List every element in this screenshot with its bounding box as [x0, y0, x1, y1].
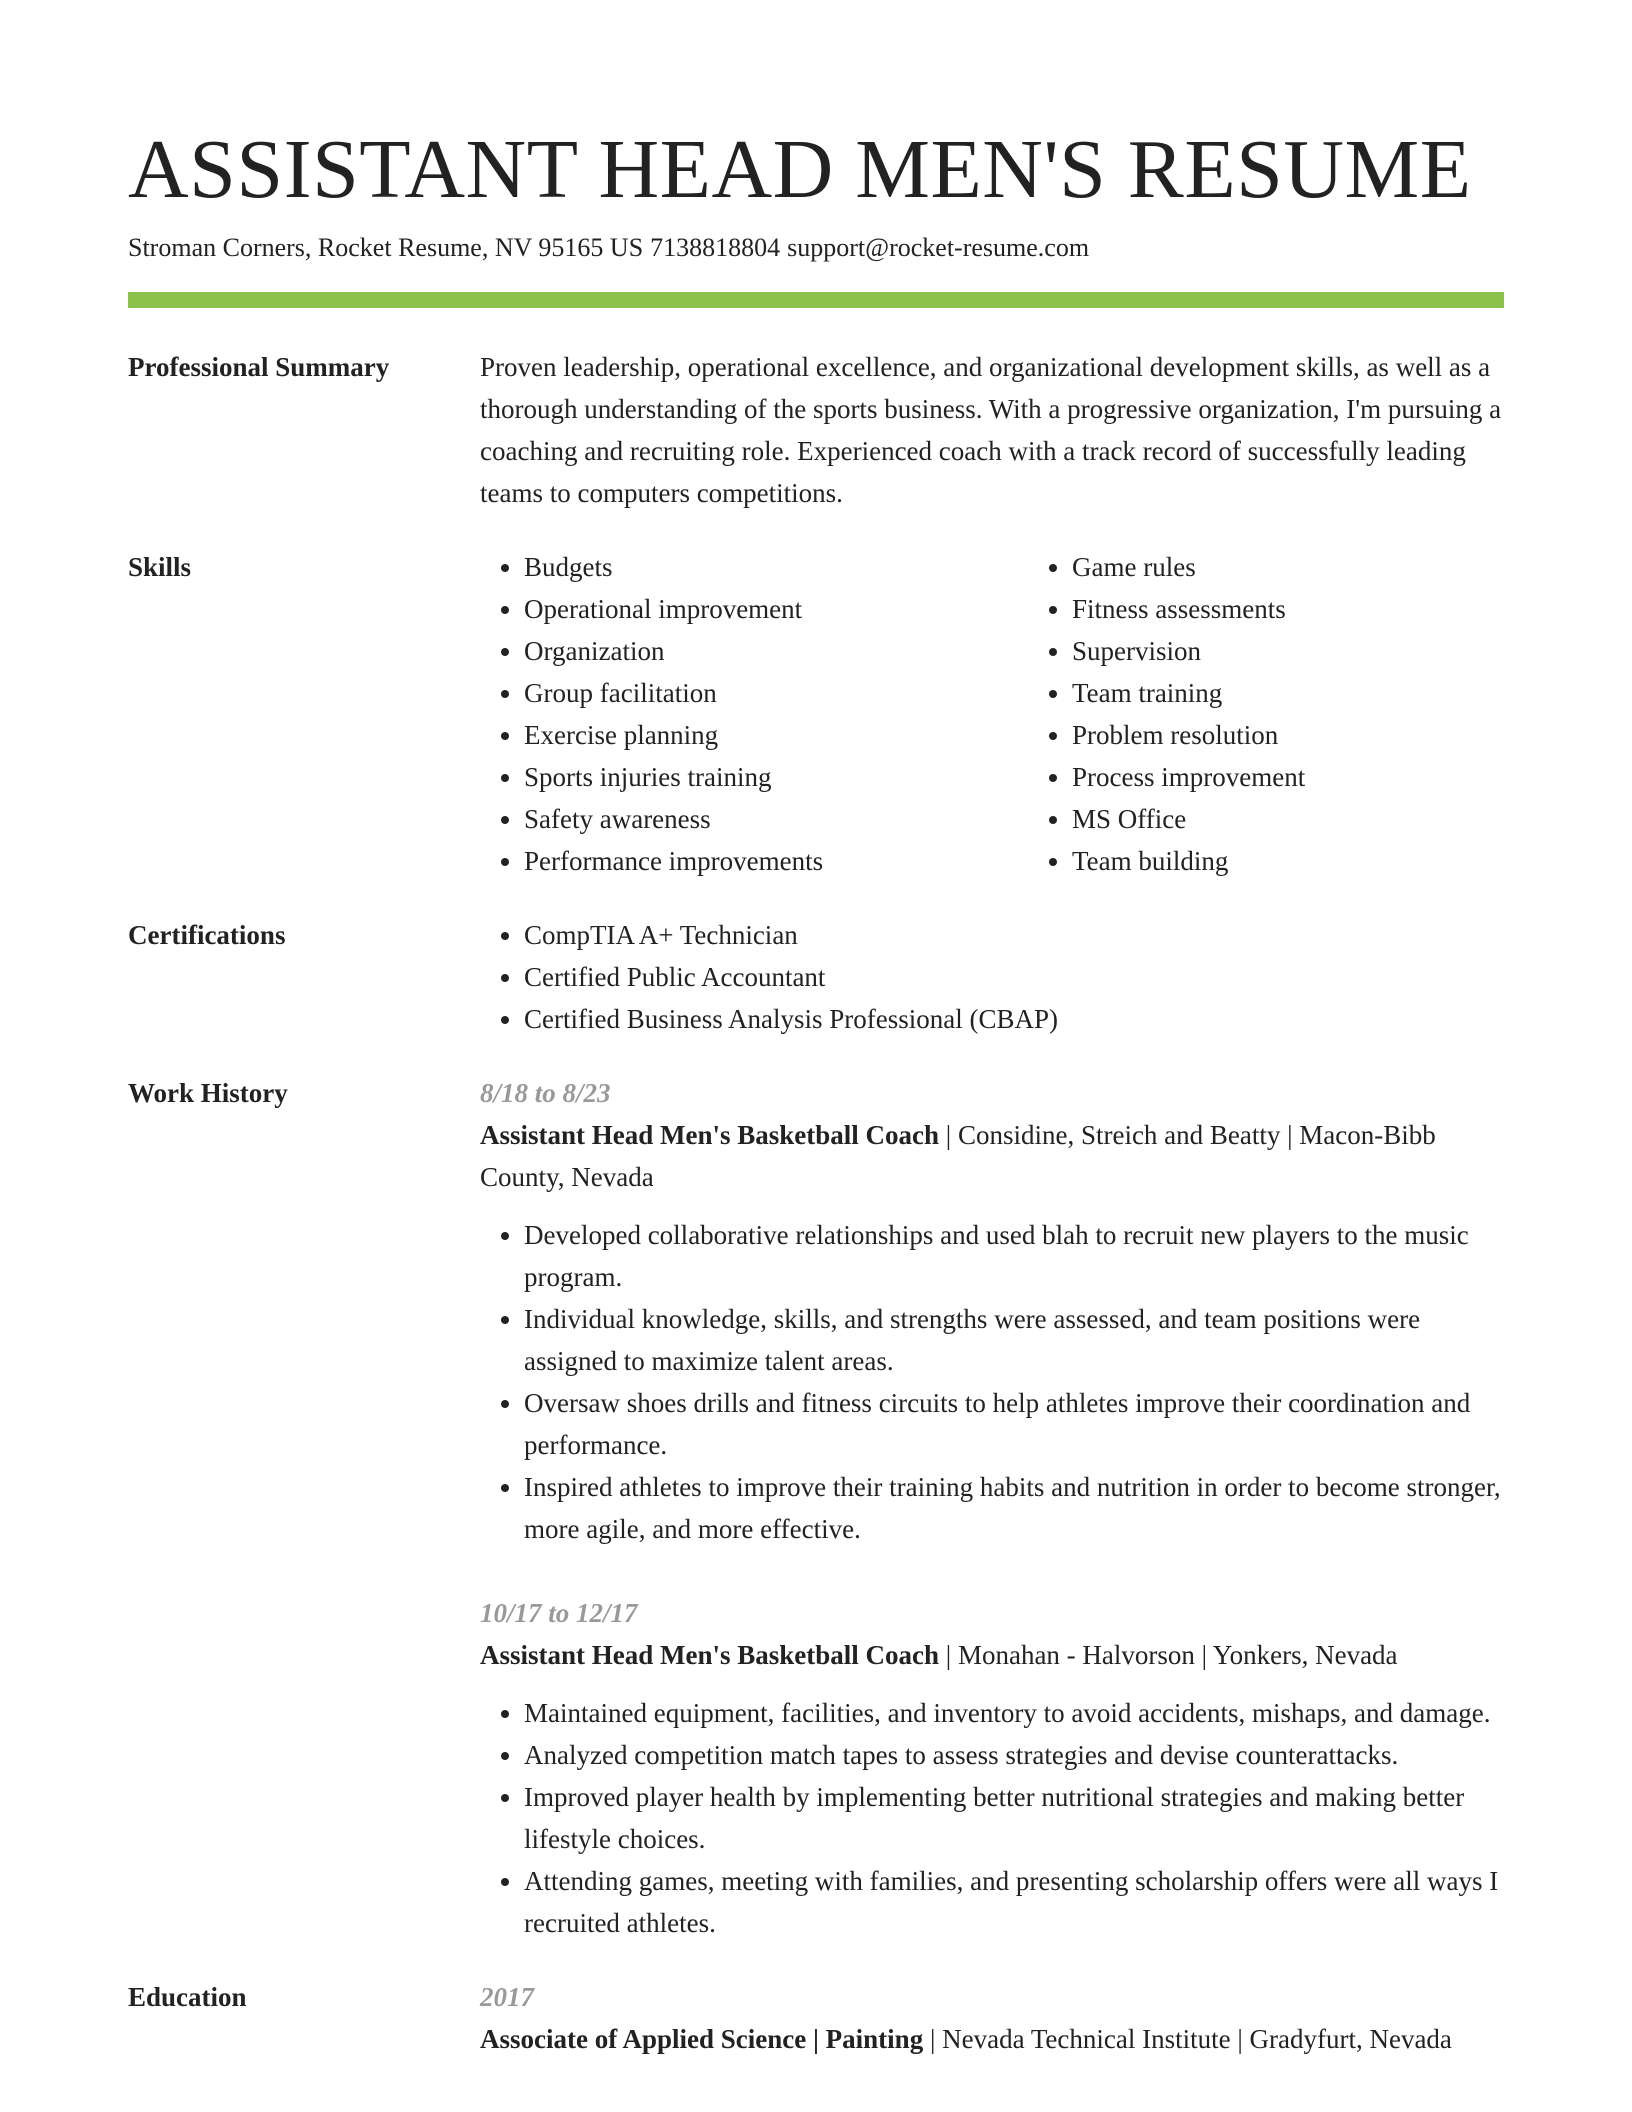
skill-item: • Team training [1072, 672, 1576, 714]
skill-item: • Organization [524, 630, 1028, 672]
contact-email: support@rocket-resume.com [787, 233, 1090, 262]
job-bullet: • Improved player health by implementing better nutritional strategies and making better lifestyle choices. [524, 1776, 1504, 1860]
job-heading [480, 1634, 1504, 1676]
education-details: | Nevada Technical Institute | Gradyfurt, Nevada [923, 2024, 1452, 2054]
certifications-section [128, 914, 1504, 1040]
skill-item: • Process improvement [1072, 756, 1576, 798]
accent-divider [128, 292, 1504, 308]
skills-list-right [1028, 546, 1576, 882]
job-bullet: • Attending games, meeting with families, and presenting scholarship offers were all ways I recruited athletes. [524, 1860, 1504, 1944]
job-bullet: • Analyzed competition match tapes to assess strategies and devise counterattacks. [524, 1734, 1504, 1776]
job-bullet: • Oversaw shoes drills and fitness circuits to help athletes improve their coordination and performance. [524, 1382, 1504, 1466]
job-heading [480, 1114, 1504, 1198]
job-dates: 10/17 to 12/17 [480, 1598, 638, 1628]
summary-section [128, 346, 1504, 514]
education-section [128, 1976, 1504, 2060]
skill-item: • Exercise planning [524, 714, 1028, 756]
skill-item: • Safety awareness [524, 798, 1028, 840]
skill-item: • Fitness assessments [1072, 588, 1576, 630]
job-bullets [480, 1692, 1504, 1944]
skill-item: • Performance improvements [524, 840, 1028, 882]
certification-item: • CompTIA A+ Technician [524, 914, 1504, 956]
section-label-certifications: Certifications [128, 920, 286, 950]
section-label-summary: Professional Summary [128, 352, 390, 382]
resume-title: ASSISTANT HEAD MEN'S RESUME [128, 123, 1472, 216]
job-title: Assistant Head Men's Basketball Coach [480, 1120, 940, 1150]
skills-list-left [480, 546, 1028, 882]
skill-item: • MS Office [1072, 798, 1576, 840]
skill-item: • Group facilitation [524, 672, 1028, 714]
skill-item: • Sports injuries training [524, 756, 1028, 798]
skills-grid [480, 546, 1576, 882]
section-label-work-history: Work History [128, 1078, 288, 1108]
education-degree: Associate of Applied Science | Painting [480, 2024, 924, 2054]
skill-item: • Game rules [1072, 546, 1576, 588]
summary-text: Proven leadership, operational excellence, and organizational development skills, as well as a thorough understanding of the sports business. With a progressive organization, I'm pursuing a coaching and recruiting role. Experienced coach with a track record of successfully leading teams to computers competitions. [480, 352, 1502, 508]
job-details: | Considine, Streich and Beatty | Macon-Bibb County, Nevada [480, 1120, 1436, 1192]
job-bullet: • Maintained equipment, facilities, and inventory to avoid accidents, mishaps, and damage. [524, 1692, 1504, 1734]
contact-line [128, 228, 1504, 268]
certification-item: • Certified Public Accountant [524, 956, 1504, 998]
job-dates: 8/18 to 8/23 [480, 1078, 611, 1108]
job-title: Assistant Head Men's Basketball Coach [480, 1640, 940, 1670]
skill-item: • Budgets [524, 546, 1028, 588]
contact-phone: 7138818804 [650, 233, 781, 262]
job-details: | Monahan - Halvorson | Yonkers, Nevada [939, 1640, 1398, 1670]
job-entry [480, 1072, 1504, 1550]
job-bullet: • Developed collaborative relationships and used blah to recruit new players to the music program. [524, 1214, 1504, 1298]
skill-item: • Supervision [1072, 630, 1576, 672]
certification-item: • Certified Business Analysis Professional (CBAP) [524, 998, 1504, 1040]
section-label-education: Education [128, 1982, 247, 2012]
job-bullets [480, 1214, 1504, 1550]
skill-item: • Problem resolution [1072, 714, 1576, 756]
job-bullet: • Inspired athletes to improve their training habits and nutrition in order to become stronger, more agile, and more effective. [524, 1466, 1504, 1550]
jobs-list [480, 1072, 1504, 1944]
job-entry [480, 1592, 1504, 1944]
education-line [480, 2018, 1504, 2060]
education-year: 2017 [480, 1982, 534, 2012]
skills-section [128, 546, 1504, 882]
work-history-section [128, 1072, 1504, 1944]
skill-item: • Team building [1072, 840, 1576, 882]
section-label-skills: Skills [128, 552, 192, 582]
job-bullet: • Individual knowledge, skills, and strengths were assessed, and team positions were assigned to maximize talent areas. [524, 1298, 1504, 1382]
certifications-list [480, 914, 1504, 1040]
contact-address: Stroman Corners, Rocket Resume, NV 95165 US [128, 233, 644, 262]
resume-page [128, 120, 1504, 2060]
skill-item: • Operational improvement [524, 588, 1028, 630]
